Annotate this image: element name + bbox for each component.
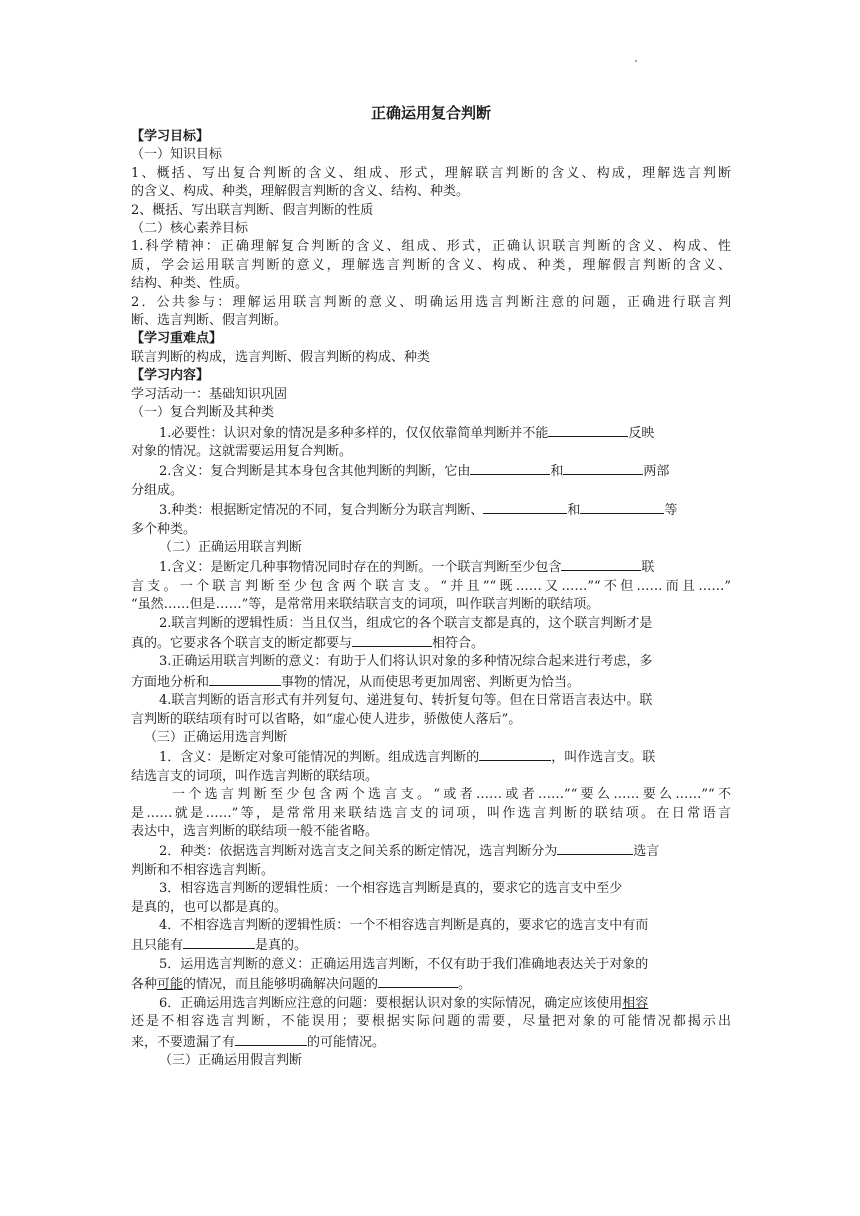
fill-blank[interactable] bbox=[479, 747, 551, 761]
paragraph-line: 是……就是……”等，是常常用来联结选言支的词项，叫作选言判断的联结项。在日常语言 bbox=[131, 805, 731, 821]
text-span: 选言 bbox=[633, 844, 660, 860]
text-span: 真的。它要求各个联言支的断定都要与 bbox=[131, 635, 353, 651]
paragraph-line: 言判断的联结项有时可以省略，如“虚心使人进步，骄傲使人落后”。 bbox=[131, 711, 522, 727]
subheading-core-goal: （二）核心素养目标 bbox=[131, 221, 249, 237]
subheading-conjunctive: （二）正确运用联言判断 bbox=[159, 539, 303, 555]
page-marker-dot bbox=[635, 60, 637, 62]
paragraph-line bbox=[131, 995, 731, 1013]
section-heading-goals: 【学习目标】 bbox=[131, 129, 210, 144]
fill-blank[interactable] bbox=[548, 423, 628, 437]
paragraph-line bbox=[131, 974, 731, 994]
fill-blank[interactable] bbox=[563, 461, 643, 475]
paragraph-line: “虽然……但是……”等，是常常用来联结联言支的词项，叫作联言判断的联结项。 bbox=[131, 597, 600, 613]
text-span: 和 bbox=[550, 464, 564, 480]
paragraph-line: 对象的情况。这就需要运用复合判断。 bbox=[131, 443, 353, 459]
fill-blank[interactable] bbox=[580, 500, 664, 514]
text-span: 方面地分析和 bbox=[131, 674, 210, 690]
paragraph-line bbox=[131, 557, 731, 577]
fill-blank[interactable] bbox=[183, 935, 255, 949]
text-span: 的可能情况。 bbox=[307, 1034, 386, 1050]
paragraph-line: 2、概括、写出联言判断、假言判断的性质 bbox=[131, 202, 374, 218]
fill-blank[interactable] bbox=[378, 974, 458, 988]
subheading-knowledge-goal: （一）知识目标 bbox=[131, 147, 223, 163]
text-span: 2.含义：复合判断是其本身包含其他判断的判断，它由 bbox=[159, 464, 471, 480]
paragraph-line bbox=[131, 633, 731, 653]
underlined-text: 可能 bbox=[157, 977, 184, 993]
section-heading-key-points: 【学习重难点】 bbox=[131, 331, 223, 347]
text-span: 和 bbox=[567, 503, 581, 519]
text-span: 联 bbox=[641, 560, 655, 576]
text-span: 相符合。 bbox=[432, 635, 485, 651]
underlined-text: 相容 bbox=[622, 995, 649, 1011]
paragraph-line bbox=[131, 672, 731, 692]
text-span: 的情况，而且能够明确解决问题的 bbox=[183, 977, 379, 993]
paragraph-line: 4.联言判断的语言形式有并列复句、递进复句、转折复句等。但在日常语言表达中。联 bbox=[159, 693, 653, 709]
paragraph-line: 1、概括、写出复合判断的含义、组成、形式，理解联言判断的含义、构成，理解选言判断 bbox=[131, 165, 731, 181]
text-span: 6．正确运用选言判断应注意的问题：要根据认识对象的实际情况，确定应该使用 bbox=[159, 995, 623, 1011]
paragraph-line: 联言判断的构成，选言判断、假言判断的构成、种类 bbox=[131, 349, 431, 365]
text-span: ，叫作选言支。联 bbox=[551, 750, 656, 766]
paragraph-line: 结选言支的词项，叫作选言判断的联结项。 bbox=[131, 768, 379, 784]
fill-blank[interactable] bbox=[557, 841, 633, 855]
fill-blank[interactable] bbox=[483, 500, 567, 514]
document-page bbox=[131, 100, 731, 1070]
paragraph-line: 3．相容选言判断的逻辑性质：一个相容选言判断是真的，要求它的选言支中至少 bbox=[159, 881, 623, 897]
paragraph-line: 表达中，选言判断的联结项一般不能省略。 bbox=[131, 824, 379, 840]
text-span: 两部 bbox=[643, 464, 670, 480]
activity-heading: 学习活动一：基础知识巩固 bbox=[131, 386, 288, 402]
text-span: 各种 bbox=[131, 977, 158, 993]
paragraph-line bbox=[131, 747, 731, 767]
paragraph-line: 断、选言判断、假言判断。 bbox=[131, 313, 288, 329]
paragraph-line bbox=[131, 841, 731, 861]
text-span: 1.必要性：认识对象的情况是多种多样的，仅仅依靠简单判断并不能 bbox=[159, 425, 549, 441]
text-span: 是真的。 bbox=[255, 938, 308, 954]
paragraph-line bbox=[131, 423, 731, 443]
paragraph-line bbox=[131, 500, 731, 520]
paragraph-line: 是真的，也可以都是真的。 bbox=[131, 899, 288, 915]
paragraph-line: 一个选言判断至少包含两个选言支。“或者……或者……”“要么……要么……”“不 bbox=[172, 787, 731, 803]
text-span: 来，不要遗漏了有 bbox=[131, 1034, 236, 1050]
paragraph-line: 还是不相容选言判断，不能误用；要根据实际问题的需要，尽量把对象的可能情况都揭示出 bbox=[131, 1014, 731, 1030]
fill-blank[interactable] bbox=[352, 633, 432, 647]
fill-blank[interactable] bbox=[209, 672, 281, 686]
text-span: 且只能有 bbox=[131, 938, 184, 954]
paragraph-line bbox=[131, 461, 731, 481]
subheading-compound-judgment: （一）复合判断及其种类 bbox=[131, 405, 275, 421]
text-span: 3.种类：根据断定情况的不同，复合判断分为联言判断、 bbox=[159, 503, 484, 519]
text-span: 1．含义：是断定对象可能情况的判断。组成选言判断的 bbox=[159, 750, 480, 766]
text-span: 2．种类：依据选言判断对选言支之间关系的断定情况，选言判断分为 bbox=[159, 844, 558, 860]
paragraph-line: 质，学会运用联言判断的意义，理解选言判断的含义、构成、种类，理解假言判断的含义、 bbox=[131, 257, 731, 273]
text-span: 等 bbox=[664, 503, 678, 519]
paragraph-line: 2．公共参与：理解运用联言判断的意义、明确运用选言判断注意的问题，正确进行联言判 bbox=[131, 294, 731, 310]
paragraph-line: 4．不相容选言判断的逻辑性质：一个不相容选言判断是真的，要求它的选言支中有而 bbox=[159, 918, 649, 934]
text-span: 事物的情况，从而使思考更加周密、判断更为恰当。 bbox=[281, 674, 581, 690]
text-span: 1.含义：是断定几种事物情况同时存在的判断。一个联言判断至少包含 bbox=[159, 560, 562, 576]
paragraph-line: 分组成。 bbox=[131, 482, 184, 498]
paragraph-line: 结构、种类、性质。 bbox=[131, 276, 249, 292]
paragraph-line: 2.联言判断的逻辑性质：当且仅当，组成它的各个联言支都是真的，这个联言判断才是 bbox=[159, 615, 653, 631]
paragraph-line: 判断和不相容选言判断。 bbox=[131, 862, 275, 878]
paragraph-line: 1.科学精神：正确理解复合判断的含义、组成、形式，正确认识联言判断的含义、构成、性 bbox=[131, 239, 731, 255]
paragraph-line: 的含义、构成、种类，理解假言判断的含义、结构、种类。 bbox=[131, 184, 470, 200]
fill-blank[interactable] bbox=[235, 1032, 307, 1046]
paragraph-line bbox=[131, 935, 731, 955]
subheading-disjunctive: （三）正确运用选言判断 bbox=[144, 730, 288, 745]
paragraph-line: 言支。一个联言判断至少包含两个联言支。“并且”“既……又……”“不但……而且……” bbox=[131, 578, 731, 594]
text-span: 反映 bbox=[628, 425, 655, 441]
paragraph-line bbox=[131, 1032, 731, 1052]
paragraph-line: 5．运用选言判断的意义：正确运用选言判断，不仅有助于我们准确地表达关于对象的 bbox=[159, 956, 649, 972]
paragraph-line: 多个种类。 bbox=[131, 521, 197, 537]
document-title: 正确运用复合判断 bbox=[370, 104, 491, 122]
paragraph-line: 3.正确运用联言判断的意义：有助于人们将认识对象的多种情况综合起来进行考虑，多 bbox=[159, 654, 653, 670]
fill-blank[interactable] bbox=[561, 557, 641, 571]
fill-blank[interactable] bbox=[470, 461, 550, 475]
text-span: 。 bbox=[458, 977, 472, 993]
section-heading-content: 【学习内容】 bbox=[131, 368, 210, 384]
subheading-hypothetical: （三）正确运用假言判断 bbox=[159, 1052, 303, 1068]
